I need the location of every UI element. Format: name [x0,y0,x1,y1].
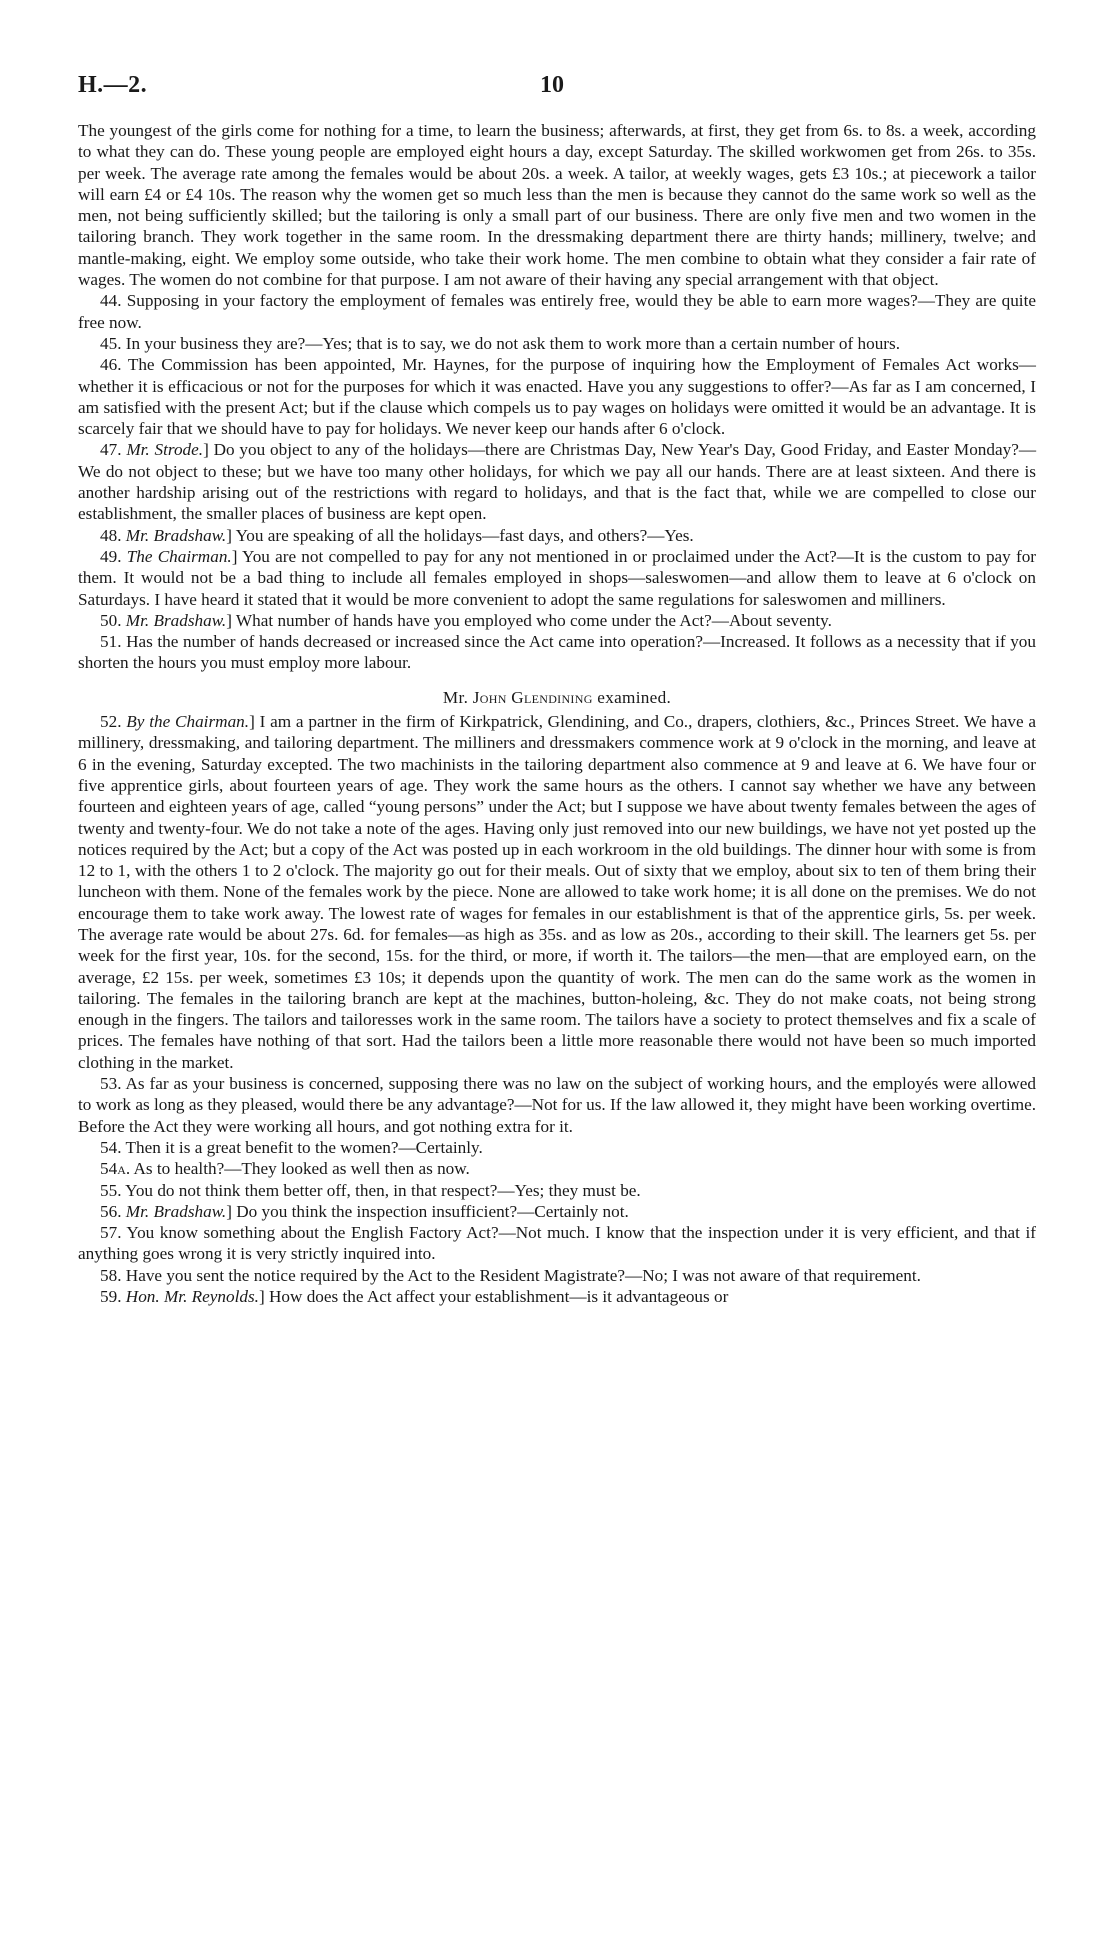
speaker-name: Hon. Mr. Reynolds. [125,1287,259,1307]
question-51 [78,631,1036,674]
question-52 [78,711,1036,1073]
text-run: 54. Then it is a great benefit to the women?—Certainly. [100,1137,483,1157]
question-54 [78,1137,1036,1158]
evidence-text-body [78,120,1036,1307]
text-run: 44. Supposing in your factory the employment of females was entirely free, would they be able to earn more wages?—They are quite free now. [78,291,1036,332]
question-49 [78,546,1036,610]
small-caps-text: a [117,1159,126,1179]
text-run: 51. Has the number of hands decreased or increased since the Act came into operation?—Increased. It follows as a necessity that if you shorten the hours you must employ more labour. [78,632,1036,673]
text-run: . As to health?—They looked as well then as now. [125,1159,470,1179]
text-run: ] I am a partner in the firm of Kirkpatrick, Glendining, and Co., drapers, clothiers, &c., Princes Street. We have a millinery, dressmaking, and tailoring department. The milliners and dressmakers commence work at 9 o'clock in the morning, and leave at 6 in the evening, Saturday excepted. The two machinists in the tailoring department also commence at 9 and leave at 6. We have four or five apprentice girls, about fourteen years of age. They work the same hours as the others. I cannot say whether we have any between fourteen and eighteen years of age, called “young persons” under the Act; but I suppose we have about twenty females between the ages of twenty and twenty-four. We do not take a note of the ages. Having only just removed into our new buildings, we have not yet posted up the notices required by the Act; but a copy of the Act was posted up in each workroom in the old buildings. The dinner hour with some is from 12 to 1, with the others 1 to 2 o'clock. The majority go out for their meals. Out of sixty that we employ, about six to ten of them bring their luncheon with them. None of the females work by the piece. None are allowed to take work home; it is all done on the premises. We do not encourage them to take work away. The lowest rate of wages for females in our establishment is that of the apprentice girls, 5s. per week. The average rate would be about 27s. 6d. for females—as high as 35s. and as low as 20s., according to their skill. The learners get 5s. per week for the first year, 10s. for the second, 15s. for the third, or more, if worth it. The tailors—the men—that are employed earn, on the average, £2 15s. per week, sometimes £3 10s; it depends upon the quantity of work. The men can do the same work as the women in tailoring. The females in the tailoring branch are kept at the machines, button-holeing, &c. They do not make coats, not being strong enough in the fingers. The tailors and tailoresses work in the same room. The tailors have a society to protect themselves and fix a scale of prices. The females have nothing of that sort. Had the tailors been a little more reasonable there would not have been so much imported clothing in the market. [78,712,1037,1072]
text-run: 46. The Commission has been appointed, Mr. Haynes, for the purpose of inquiring how the Employment of Females Act works—whether it is efficacious or not for the purposes for which it was enacted. Have you any suggestions to offer?—As far as I am concerned, I am satisfied with the present Act; but if the clause which compels us to pay wages on holidays were omitted it would be an advantage. It is scarcely fair that we should have to pay for holidays. We never keep our hands after 6 o'clock. [78,355,1036,439]
question-57 [78,1222,1036,1265]
question-44 [78,290,1036,333]
text-run: 57. You know something about the English Factory Act?—Not much. I know that the inspection under it is very efficient, and that if anything goes wrong it is very strictly inquired into. [78,1223,1036,1264]
speaker-name: The Chairman. [126,546,232,566]
question-45 [78,333,1036,354]
text-run: 58. Have you sent the notice required by the Act to the Resident Magistrate?—No; I was not aware of that requirement. [100,1265,921,1285]
speaker-name: By the Chairman. [126,712,250,732]
question-54a [78,1158,1036,1179]
text-run: 45. In your business they are?—Yes; that is to say, we do not ask them to work more than a certain number of hours. [100,333,901,353]
question-47 [78,439,1036,524]
intro-paragraph [78,120,1036,290]
speaker-name: Mr. Bradshaw. [125,1201,227,1221]
page-header [78,72,1036,112]
speaker-name: Mr. Bradshaw. [125,525,227,545]
text-run: 59. [100,1287,126,1307]
witness-heading [78,687,1036,708]
question-53 [78,1073,1036,1137]
text-run: ] You are speaking of all the holidays—fast days, and others?—Yes. [226,525,694,545]
text-run: Mr. [442,687,473,707]
text-run: examined. [592,687,672,707]
text-run: 49. [100,546,127,566]
text-run: 55. You do not think them better off, then, in that respect?—Yes; they must be. [100,1180,641,1200]
text-run: 56. [100,1201,126,1221]
question-50 [78,610,1036,631]
question-46 [78,354,1036,439]
text-run: ] Do you object to any of the holidays—there are Christmas Day, New Year's Day, Good Friday, and Easter Monday?—We do not object to these; but we have too many other holidays, for which we pay all our hands. There are at least sixteen. And there is another hardship arising out of the restrictions with regard to holidays, and that is the fact that, while we are compelled to close our establishment, the smaller places of business are kept open. [78,440,1037,524]
text-run: ] How does the Act affect your establishment—is it advantageous or [258,1287,729,1307]
text-run: 52. [100,712,127,732]
text-run: ] Do you think the inspection insufficient?—Certainly not. [226,1201,629,1221]
text-run: ] What number of hands have you employed who come under the Act?—About seventy. [226,610,832,630]
text-run: The youngest of the girls come for nothing for a time, to learn the business; afterwards, at first, they get from 6s. to 8s. a week, according to what they can do. These young people are employed eight hours a day, except Saturday. The skilled workwomen get from 26s. to 35s. per week. The average rate among the females would be about 20s. a week. A tailor, at weekly wages, gets £3 10s.; at piecework a tailor will earn £4 or £4 10s. The reason why the women get so much less than the men is because they cannot do the same work so well as the men, not being sufficiently skilled; but the tailoring is only a small part of our business. There are only five men and two women in the tailoring branch. They work together in the same room. In the dressmaking department there are thirty hands; millinery, twelve; and mantle-making, eight. We employ some outside, who take their work home. The men combine to obtain what they consider a fair rate of wages. The women do not combine for that purpose. I am not aware of their having any special arrangement with that object. [78,121,1036,290]
question-59 [78,1286,1036,1307]
question-55 [78,1180,1036,1201]
text-run: ] You are not compelled to pay for any not mentioned in or proclaimed under the Act?—It is the custom to pay for them. It would not be a bad thing to include all females employed in shops—saleswomen—and allow them to leave at 6 o'clock on Saturdays. I have heard it stated that it would be more convenient to adopt the same regulations for saleswomen and milliners. [78,546,1037,609]
text-run: 50. [100,610,126,630]
speaker-name: Mr. Bradshaw. [125,610,227,630]
question-58 [78,1265,1036,1286]
text-run: 54 [100,1159,118,1179]
page-number: 10 [540,72,564,98]
small-caps-text: John Glendining [472,687,593,707]
question-48 [78,525,1036,546]
parliamentary-paper-reference: H.—2. [78,72,148,98]
text-run: 48. [100,525,126,545]
text-run: 47. [100,440,127,460]
speaker-name: Mr. Strode. [126,440,204,460]
text-run: 53. As far as your business is concerned, supposing there was no law on the subject of working hours, and the employés were allowed to work as long as they pleased, would there be any advantage?—Not for us. If the law allowed it, they might have been working overtime. Before the Act they were working all hours, and got nothing extra for it. [78,1074,1036,1136]
question-56 [78,1201,1036,1222]
